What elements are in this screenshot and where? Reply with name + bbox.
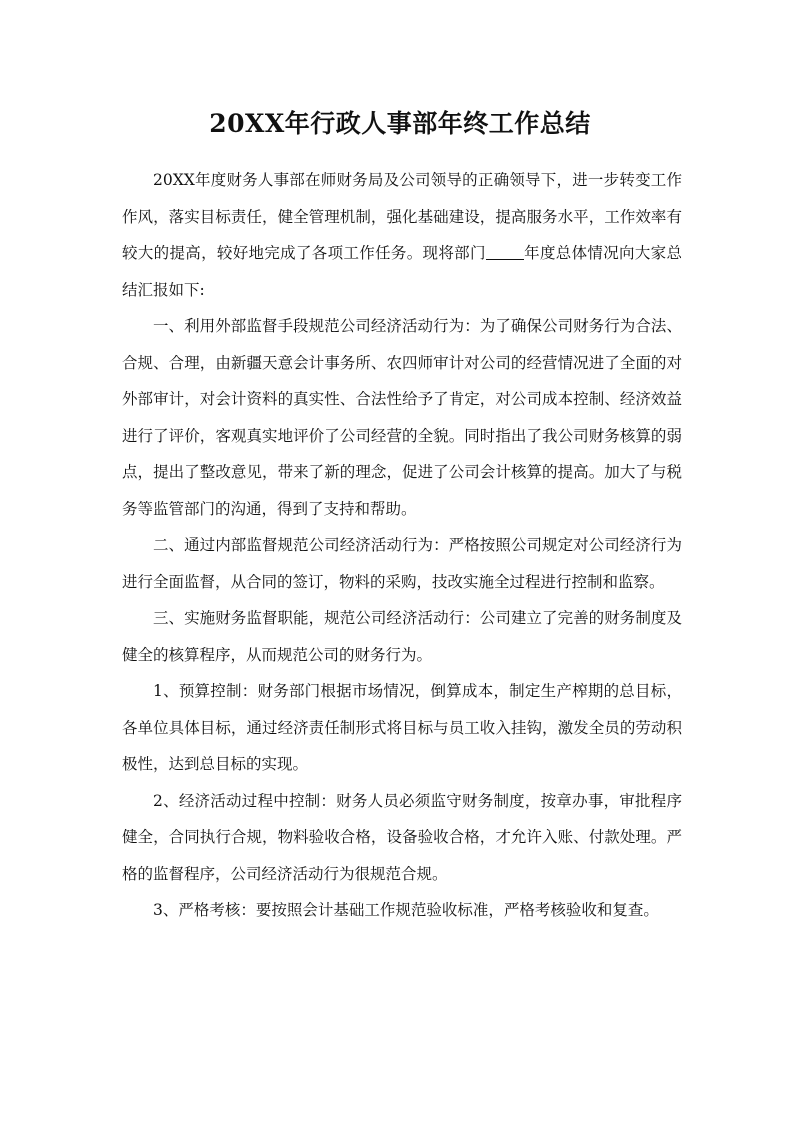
fill-in-blank [486, 244, 524, 261]
document-title: 20XX年行政人事部年终工作总结 [209, 109, 591, 138]
intro-text-after-blank: 年度总体情况向大家总结汇报如下: [122, 244, 682, 299]
document-body [122, 162, 682, 929]
intro-paragraph [122, 162, 682, 308]
section-3-financial-supervision: 三、实施财务监督职能，规范公司经济活动行：公司建立了完善的财务制度及健全的核算程序，从而规范公司的财务行为。 [122, 609, 682, 664]
intro-text-before-blank: 20XX年度财务人事部在师财务局及公司领导的正确领导下，进一步转变工作作风，落实目标责任，健全管理机制，强化基础建设，提高服务水平，工作效率有较大的提高，较好地完成了各项工作任务。现将部门 [122, 171, 682, 262]
item-1-budget-control: 1、预算控制：财务部门根据市场情况，倒算成本，制定生产榨期的总目标，各单位具体目标，通过经济责任制形式将目标与员工收入挂钩，激发全员的劳动积极性，达到总目标的实现。 [122, 682, 682, 773]
item-2-process-control: 2、经济活动过程中控制：财务人员必须监守财务制度，按章办事，审批程序健全，合同执行合规，物料验收合格，设备验收合格，才允许入账、付款处理。严格的监督程序，公司经济活动行为很规范合规。 [122, 791, 682, 883]
section-1-external-audit: 一、利用外部监督手段规范公司经济活动行为：为了确保公司财务行为合法、合规、合理，由新疆天意会计事务所、农四师审计对公司的经营情况进了全面的对外部审计，对会计资料的真实性、合法性给予了肯定，对公司成本控制、经济效益进行了评价，客观真实地评价了公司经营的全貌。同时指出了我公司财务核算的弱点，提出了整改意见，带来了新的理念，促进了公司会计核算的提高。加大了与税务等监管部门的沟通，得到了支持和帮助。 [122, 317, 682, 518]
section-2-internal-supervision: 二、通过内部监督规范公司经济活动行为：严格按照公司规定对公司经济行为进行全面监督，从合同的签订，物料的采购，技改实施全过程进行控制和监察。 [122, 536, 682, 591]
item-3-strict-assessment: 3、严格考核：要按照会计基础工作规范验收标准，严格考核验收和复查。 [153, 901, 659, 919]
